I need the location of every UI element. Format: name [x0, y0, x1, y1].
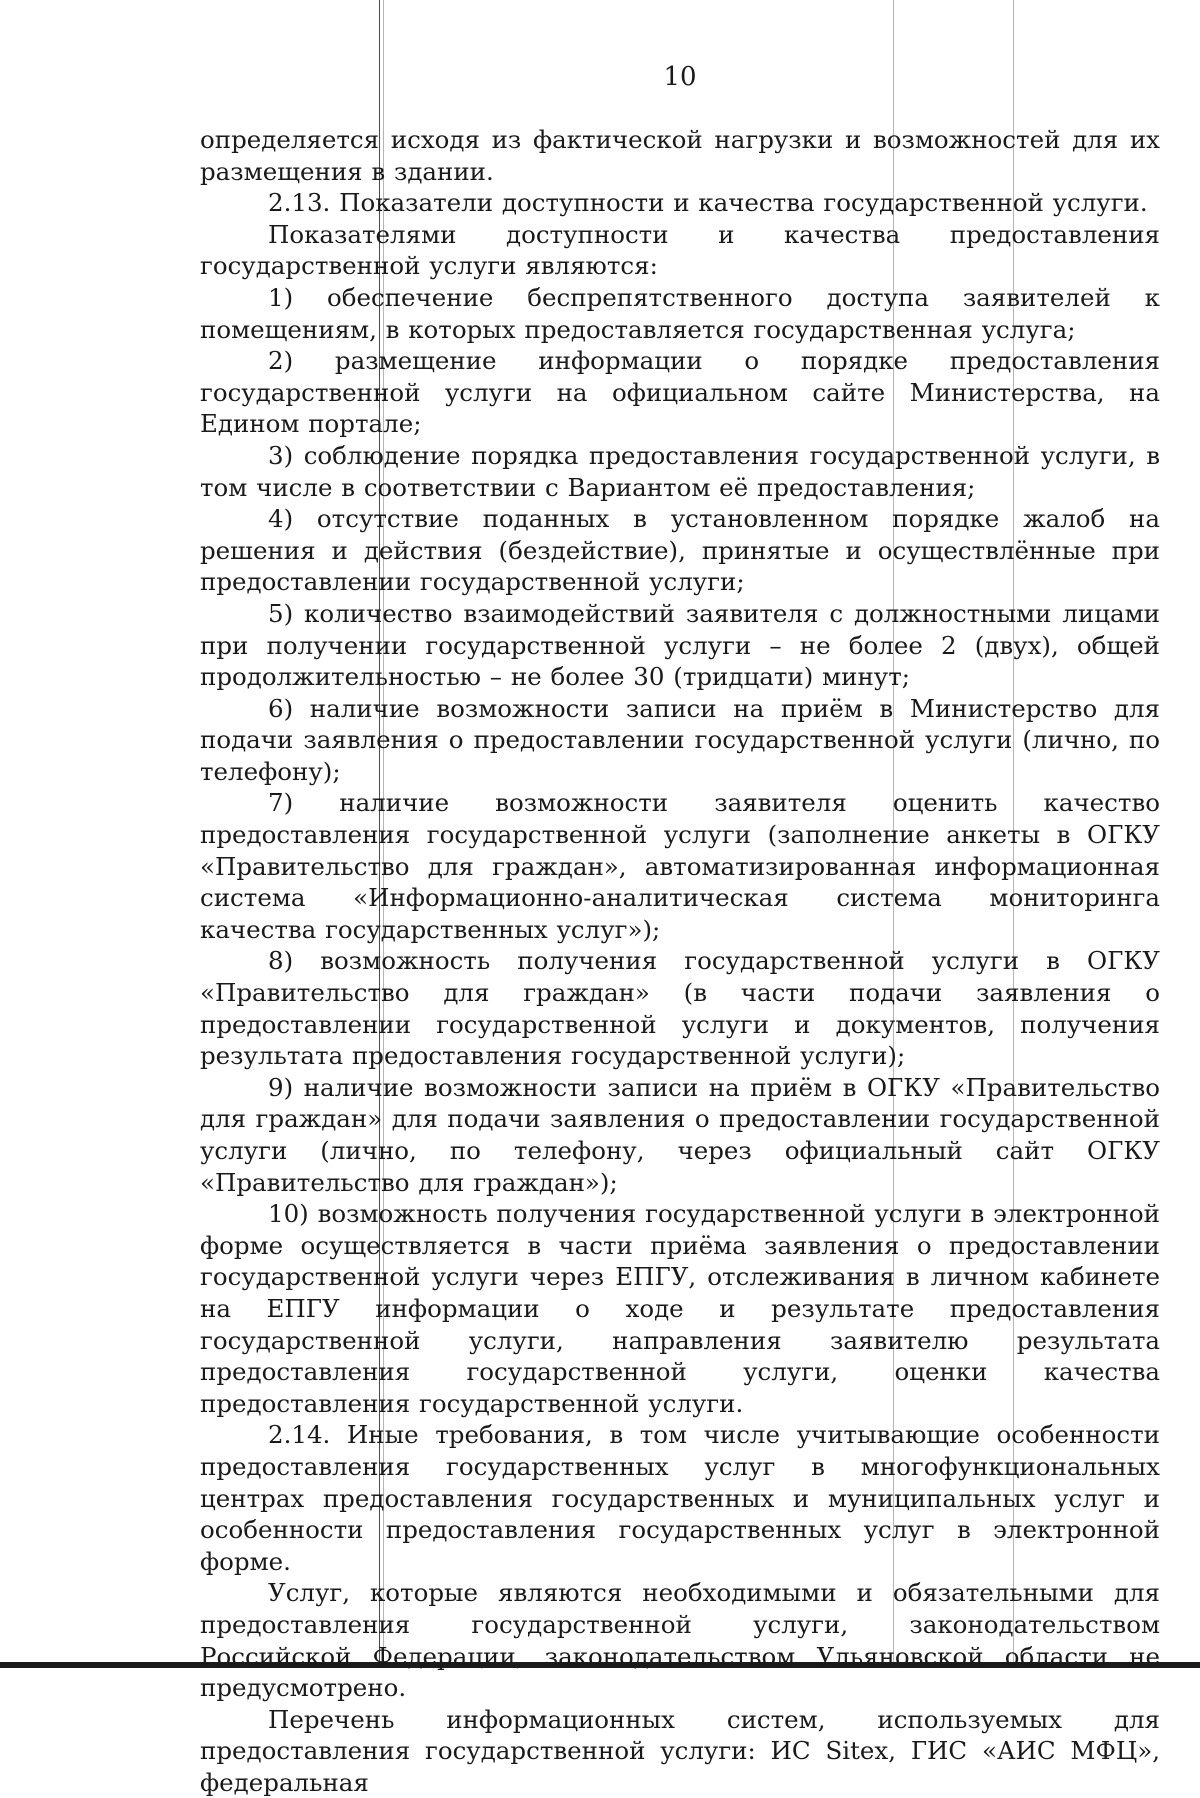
paragraph-p6: 4) отсутствие поданных в установленном порядке жалоб на решения и действия (бездействие), принятые и осуществлённые при предоставлении государственной услуги; [200, 504, 1160, 597]
paragraph-p5: 3) соблюдение порядка предоставления государственной услуги, в том числе в соответствии с Вариантом её предоставления; [200, 440, 1160, 502]
paragraph-p7: 5) количество взаимодействий заявителя с должностными лицами при получении государственной услуги – не более 2 (двух), общей продолжительностью – не более 30 (тридцати) минут; [200, 598, 1160, 692]
paragraph-p4: 2) размещение информации о порядке предоставления государственной услуги на официальном сайте Министерства, на Едином портале; [200, 346, 1160, 439]
paragraph-p3: 1) обеспечение беспрепятственного доступа заявителей к помещениям, в которых предоставляется государственная услуга; [200, 282, 1160, 344]
document-body [200, 124, 1160, 1798]
paragraph-p13: 2.14. Иные требования, в том числе учитывающие особенности предоставления государственных услуг в многофункциональных центрах предоставления государственных и муниципальных услуг и особенности предоставления государственных услуг в электронной форме. [200, 1420, 1160, 1576]
paragraph-p8: 6) наличие возможности записи на приём в Министерство для подачи заявления о предоставлении государственной услуги (лично, по телефону); [200, 693, 1160, 786]
page-number: 10 [663, 62, 697, 92]
paragraph-p0: определяется исходя из фактической нагрузки и возможностей для их размещения в здании. [200, 125, 1160, 186]
paragraph-p15: Перечень информационных систем, используемых для предоставления государственной услуги: ИС Sitex, ГИС «АИС МФЦ», федеральная [200, 1704, 1160, 1797]
paragraph-p1: 2.13. Показатели доступности и качества государственной услуги. [268, 188, 1148, 218]
paragraph-p14: Услуг, которые являются необходимыми и обязательными для предоставления государственной услуги, законодательством Российской Федерации, законодательством Ульяновской области не предусмотрено. [200, 1578, 1160, 1703]
paragraph-p11: 9) наличие возможности записи на приём в ОГКУ «Правительство для граждан» для подачи заявления о предоставлении государственной услуги (лично, по телефону, через официальный сайт ОГКУ «Правительство для граждан»); [200, 1072, 1160, 1197]
paragraph-p10: 8) возможность получения государственной услуги в ОГКУ «Правительство для граждан» (в части подачи заявления о предоставлении государственной услуги и документов, получения результата предоставления государственной услуги); [200, 946, 1160, 1071]
paragraph-p9: 7) наличие возможности заявителя оценить качество предоставления государственной услуги (заполнение анкеты в ОГКУ «Правительство для граждан», автоматизированная информационная система «Информационно-аналитическая система мониторинга качества государственных услуг»); [200, 788, 1160, 944]
paragraph-p2: Показателями доступности и качества предоставления государственной услуги являются: [200, 219, 1160, 281]
paragraph-p12: 10) возможность получения государственной услуги в электронной форме осуществляется в части приёма заявления о предоставлении государственной услуги через ЕПГУ, отслеживания в личном кабинете на ЕПГУ информации о ходе и результате предоставления государственной услуги, направления заявителю результата предоставления государственной услуги, оценки качества предоставления государственной услуги. [200, 1199, 1160, 1418]
